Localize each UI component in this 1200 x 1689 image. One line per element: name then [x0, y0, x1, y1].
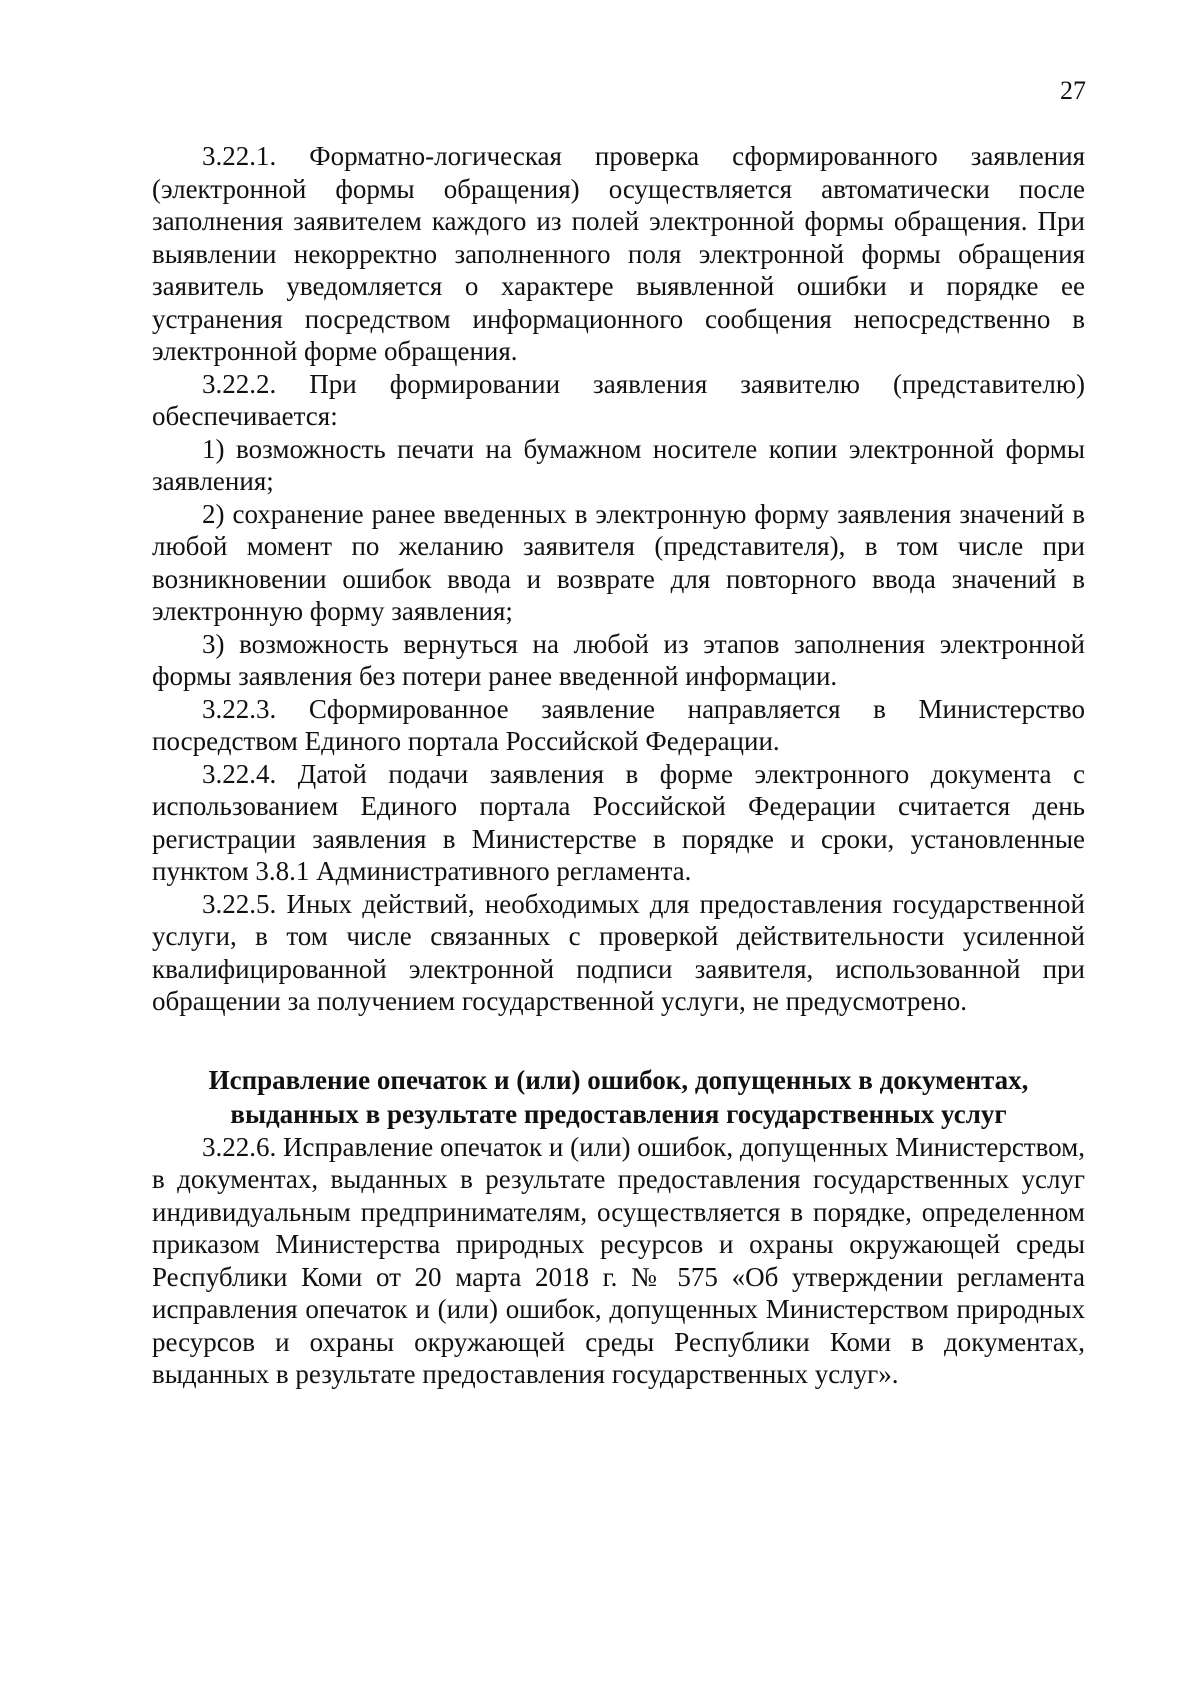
paragraph-3-22-6: 3.22.6. Исправление опечаток и (или) ошибок, допущенных Министерством, в документах, выданных в результате предоставления государственных услуг индивидуальным предпринимателям, осуществляется в порядке, определенном приказом Министерства природных ресурсов и охраны окружающей среды Республики Коми от 20 марта 2018 г. № 575 «Об утверждении регламента исправления опечаток и (или) ошибок, допущенных Министерством природных ресурсов и охраны окружающей среды Республики Коми в документах, выданных в результате предоставления государственных услуг». — [152, 1131, 1085, 1389]
paragraph-3-22-3: 3.22.3. Сформированное заявление направляется в Министерство посредством Единого портала Российской Федерации. — [152, 693, 1085, 756]
paragraph-3-22-5: 3.22.5. Иных действий, необходимых для предоставления государственной услуги, в том числе связанных с проверкой действительности усиленной квалифицированной электронной подписи заявителя, использованной при обращении за получением государственной услуги, не предусмотрено. — [152, 888, 1085, 1016]
document-body — [152, 140, 1085, 1391]
page-number: 27 — [1060, 76, 1086, 105]
paragraph-3-22-1: 3.22.1. Форматно-логическая проверка сформированного заявления (электронной формы обращения) осуществляется автоматически после заполнения заявителем каждого из полей электронной формы обращения. При выявлении некорректно заполненного поля электронной формы обращения заявитель уведомляется о характере выявленной ошибки и порядке ее устранения посредством информационного сообщения непосредственно в электронной форме обращения. — [152, 141, 1085, 366]
paragraph-3-22-2: 3.22.2. При формировании заявления заявителю (представителю) обеспечивается: — [152, 368, 1085, 431]
paragraph-3-22-4: 3.22.4. Датой подачи заявления в форме электронного документа с использованием Единого портала Российской Федерации считается день регистрации заявления в Министерстве в порядке и сроки, установленные пунктом 3.8.1 Административного регламента. — [152, 758, 1085, 886]
list-item-1: 1) возможность печати на бумажном носителе копии электронной формы заявления; — [152, 433, 1085, 496]
section-heading: Исправление опечаток и (или) ошибок, допущенных в документах, выданных в результате предоставления государственных услуг — [208, 1064, 1029, 1129]
list-item-3: 3) возможность вернуться на любой из этапов заполнения электронной формы заявления без потери ранее введенной информации. — [152, 628, 1085, 691]
list-item-2: 2) сохранение ранее введенных в электронную форму заявления значений в любой момент по желанию заявителя (представителя), в том числе при возникновении ошибок ввода и возврате для повторного ввода значений в электронную форму заявления; — [152, 498, 1085, 626]
